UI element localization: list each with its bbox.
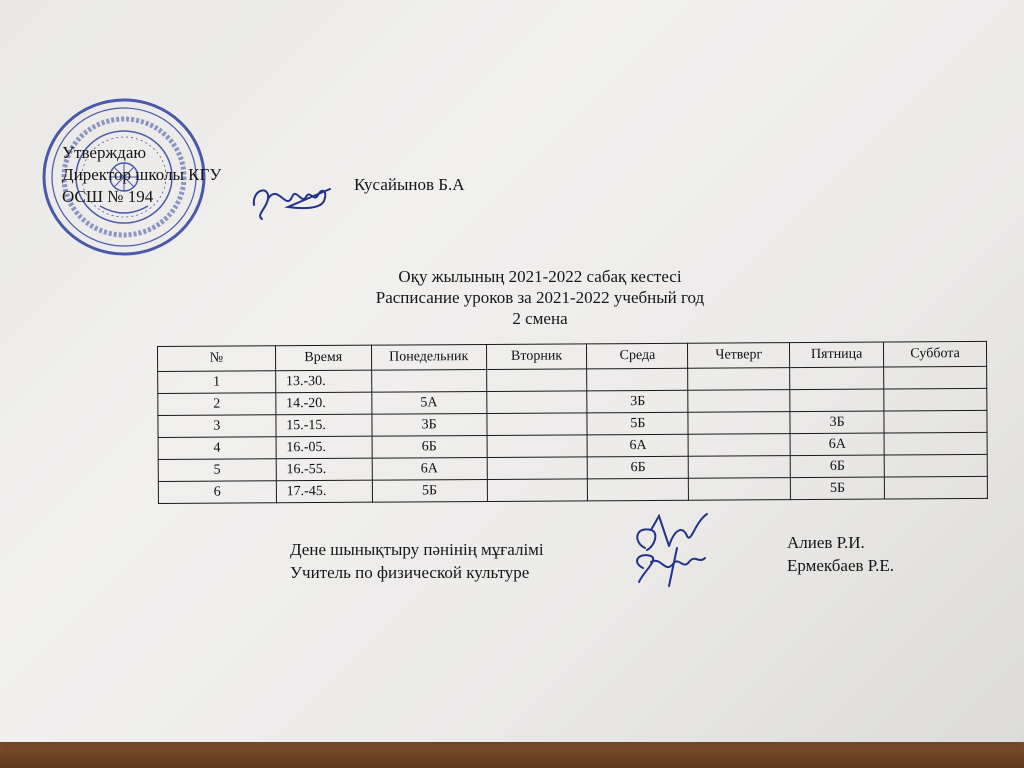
cell-friday <box>790 389 884 412</box>
cell-friday: 3Б <box>790 411 884 434</box>
cell-time: 17.-45. <box>276 480 372 503</box>
cell-friday: 6Б <box>790 455 884 478</box>
schedule-table <box>157 341 988 504</box>
cell-wednesday: 6Б <box>588 456 689 479</box>
header-number: № <box>158 346 276 372</box>
cell-wednesday: 6А <box>588 434 689 457</box>
cell-number: 2 <box>158 393 276 416</box>
table-row <box>158 476 987 503</box>
cell-friday: 6А <box>790 433 884 456</box>
teacher-name-2: Ермекбаев Р.Е. <box>787 556 894 575</box>
cell-saturday <box>884 388 987 411</box>
header-thursday: Четверг <box>688 343 790 369</box>
cell-time: 14.-20. <box>276 392 372 415</box>
cell-friday: 5Б <box>790 477 884 500</box>
title-shift: 2 смена <box>512 309 568 328</box>
cell-thursday <box>688 412 790 435</box>
title-russian: Расписание уроков за 2021-2022 учебный год <box>375 288 705 307</box>
cell-friday <box>790 367 884 390</box>
cell-number: 3 <box>158 415 276 438</box>
cell-wednesday <box>588 478 689 501</box>
teacher-role-block <box>290 540 544 586</box>
cell-wednesday: 5Б <box>587 412 688 435</box>
cell-monday: 3Б <box>372 413 487 436</box>
approval-line-1: Утверждаю <box>62 143 147 162</box>
cell-monday: 5А <box>371 391 486 414</box>
teacher-names-block <box>787 533 894 579</box>
document-title <box>340 266 740 329</box>
header-wednesday: Среда <box>587 343 688 369</box>
cell-tuesday <box>487 479 588 502</box>
cell-time: 16.-05. <box>276 436 372 459</box>
header-time: Время <box>275 345 371 371</box>
cell-monday: 6А <box>372 457 487 480</box>
cell-time: 16.-55. <box>276 458 372 481</box>
cell-time: 13.-30. <box>275 370 371 393</box>
cell-monday: 5Б <box>372 479 487 502</box>
cell-wednesday: 3Б <box>587 390 688 413</box>
director-signature-icon <box>248 175 336 225</box>
cell-saturday <box>884 454 987 477</box>
title-kazakh: Оқу жылының 2021-2022 сабақ кестесі <box>398 267 682 286</box>
cell-tuesday <box>486 391 587 414</box>
cell-time: 15.-15. <box>276 414 372 437</box>
cell-thursday <box>688 434 790 457</box>
director-name: Кусайынов Б.А <box>354 175 465 194</box>
cell-saturday <box>884 476 987 499</box>
header-saturday: Суббота <box>884 341 987 367</box>
cell-monday: 6Б <box>372 435 487 458</box>
cell-number: 1 <box>158 371 276 394</box>
cell-thursday <box>688 456 790 479</box>
cell-number: 4 <box>158 437 276 460</box>
header-tuesday: Вторник <box>486 344 587 370</box>
cell-saturday <box>884 366 987 389</box>
cell-number: 5 <box>158 459 276 482</box>
teacher-role-kazakh: Дене шынықтыру пәнінің мұғалімі <box>290 540 544 559</box>
cell-tuesday <box>487 435 588 458</box>
cell-thursday <box>688 390 790 413</box>
cell-number: 6 <box>158 481 276 504</box>
cell-tuesday <box>486 369 587 392</box>
cell-saturday <box>884 432 987 455</box>
approval-line-2: Директор школы КГУ <box>62 165 222 184</box>
teacher-role-russian: Учитель по физической культуре <box>290 563 530 582</box>
cell-tuesday <box>486 413 587 436</box>
teacher-signature-icon <box>625 512 715 590</box>
cell-wednesday <box>587 368 688 391</box>
cell-thursday <box>689 478 791 501</box>
approval-line-3: ОСШ № 194 <box>62 187 154 206</box>
approval-block <box>62 143 221 209</box>
header-friday: Пятница <box>790 342 884 368</box>
cell-thursday <box>688 368 790 391</box>
cell-saturday <box>884 410 987 433</box>
teacher-name-1: Алиев Р.И. <box>787 533 865 552</box>
cell-monday <box>371 369 486 392</box>
cell-tuesday <box>487 457 588 480</box>
header-monday: Понедельник <box>371 344 486 370</box>
